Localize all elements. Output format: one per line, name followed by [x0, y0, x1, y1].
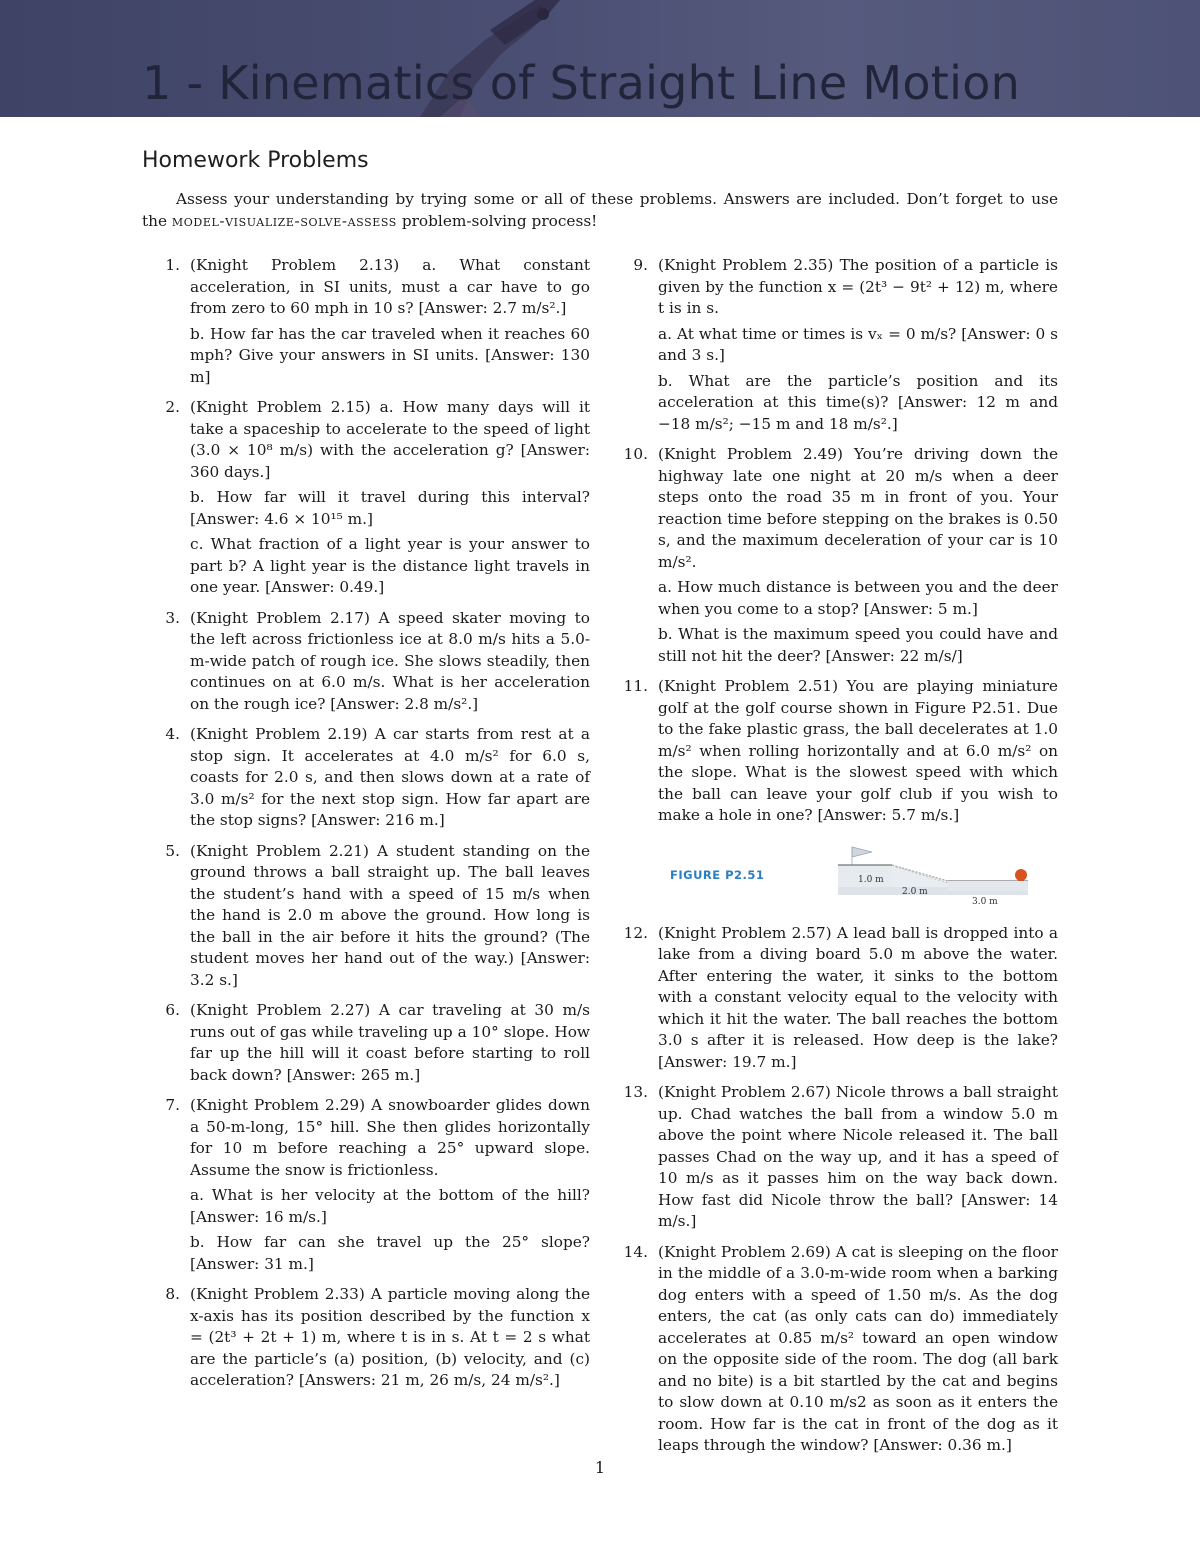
problem-text: (Knight Problem 2.33) A particle moving along the x-axis has its position described by the function x = (2t³ + 2t + 1) m, where t is in s. At t = 2 s what are the particle’s (a) position, (b) velocity, and (c) acceleration? [Answers: 21 m, 26 m/s, 24 m/s².]	[190, 1285, 590, 1389]
problem-list-right	[623, 255, 1058, 1466]
problem-number: 2.	[165, 398, 180, 416]
problem-12	[623, 923, 1058, 1074]
problem-text: (Knight Problem 2.51) You are playing miniature golf at the golf course shown in Figure P2.51. Due to the fake plastic grass, the ball decelerates at 1.0 m/s² when rolling horizontally and at 6.0 m/s² on the slope. What is the slowest speed with which the ball can leave your golf club if you wish to make a hole in one? [Answer: 5.7 m/s.]	[658, 677, 1058, 824]
problem-text: (Knight Problem 2.29) A snowboarder glides down a 50-m-long, 15° hill. She then glides horizontally for 10 m before reaching a 25° upward slope. Assume the snow is frictionless.	[190, 1096, 590, 1179]
intro-process-name: model-visualize-solve-assess	[171, 212, 397, 230]
problem-number: 5.	[165, 841, 180, 860]
problem-4	[165, 724, 590, 832]
problem-number: 4.	[165, 725, 180, 743]
problem-text: (Knight Problem 2.57) A lead ball is dropped into a lake from a diving board 5.0 m above the water. After entering the water, it sinks to the bottom with a constant velocity equal to the velocity with which it hit the water. The ball reaches the bottom 3.0 s after it is released. How deep is the lake? [Answer: 19.7 m.]	[658, 923, 1058, 1071]
problem-number: 14.	[623, 1242, 648, 1261]
problem-part: b. What is the maximum speed you could have and still not hit the deer? [Answer: 22 m/s/]	[658, 625, 1058, 665]
problem-text: (Knight Problem 2.19) A car starts from rest at a stop sign. It accelerates at 4.0 m/s² for 6.0 s, coasts for 2.0 s, and then slows down at a rate of 3.0 m/s² for the next stop sign. How far apart are the stop signs? [Answer: 216 m.]	[190, 725, 590, 829]
problem-1	[165, 255, 590, 388]
problem-text: (Knight Problem 2.21) A student standing on the ground throws a ball straight up. The ball leaves the student’s hand with a speed of 15 m/s when the hand is 2.0 m above the ground. How long is the ball in the air before it hits the ground? (The student moves her hand out of the way.) [Answer: 3.2 s.]	[190, 841, 590, 989]
problem-part: c. What fraction of a light year is your answer to part b? A light year is the distance light travels in one year. [Answer: 0.49.]	[190, 535, 590, 596]
problem-text: (Knight Problem 2.69) A cat is sleeping on the floor in the middle of a 3.0-m-wide room when a barking dog enters with a speed of 1.50 m/s. As the dog enters, the cat (as only cats can do) immediately accelerates at 0.85 m/s² toward an open window on the opposite side of the room. The dog (all bark and no bite) is a bit startled by the cat and begins to slow down at 0.10 m/s2 as soon as it enters the room. How far is the cat in front of the dog as it leaps through the window? [Answer: 0.36 m.]	[658, 1242, 1058, 1454]
problem-8	[165, 1284, 590, 1392]
problem-text: (Knight Problem 2.15) a. How many days will it take a spaceship to accelerate to the speed of light (3.0 × 10⁸ m/s) with the acceleration g? [Answer: 360 days.]	[190, 398, 590, 481]
problem-number: 13.	[623, 1083, 648, 1101]
problem-10	[623, 444, 1058, 667]
intro-paragraph	[142, 188, 1058, 232]
chapter-title	[142, 56, 1021, 110]
problem-6	[165, 1000, 590, 1086]
golf-course-diagram	[836, 837, 1036, 907]
problem-part: b. How far has the car traveled when it reaches 60 mph? Give your answers in SI units. [Answer: 130 m]	[190, 324, 590, 386]
page-number: 1	[594, 1458, 606, 1477]
problem-part: b. What are the particle’s position and its acceleration at this time(s)? [Answer: 12 m and −18 m/s²; −15 m and 18 m/s².]	[658, 371, 1058, 433]
problem-5	[165, 841, 590, 992]
distance-label-3: 3.0 m	[972, 896, 998, 907]
problem-text: (Knight Problem 2.13) a. What constant acceleration, in SI units, must a car have to go from zero to 60 mph in 10 s? [Answer: 2.7 m/s².]	[190, 256, 590, 317]
problem-number: 7.	[165, 1096, 180, 1114]
problem-part: a. What is her velocity at the bottom of the hill? [Answer: 16 m/s.]	[190, 1186, 590, 1226]
problem-part: a. How much distance is between you and the deer when you come to a stop? [Answer: 5 m.]	[658, 578, 1058, 618]
problem-14	[623, 1242, 1058, 1457]
problem-number: 12.	[623, 923, 648, 942]
problem-text: (Knight Problem 2.17) A speed skater moving to the left across frictionless ice at 8.0 m/s hits a 5.0-m-wide patch of rough ice. She slows steadily, then continues on at 6.0 m/s. What is her acceleration on the rough ice? [Answer: 2.8 m/s².]	[190, 608, 590, 713]
problem-number: 8.	[165, 1285, 180, 1303]
problem-number: 11.	[623, 677, 648, 695]
problem-13	[623, 1082, 1058, 1233]
golf-ball-icon	[1015, 869, 1027, 881]
problem-7	[165, 1095, 590, 1275]
figure-caption: FIGURE P2.51	[670, 867, 765, 882]
intro-text-2: problem-solving process!	[396, 212, 598, 230]
problem-9	[633, 255, 1058, 435]
problem-11	[623, 676, 1058, 911]
figure-p2-51	[658, 837, 1058, 911]
problem-part: a. At what time or times is vₓ = 0 m/s? [Answer: 0 s and 3 s.]	[658, 324, 1058, 364]
problem-number: 10.	[623, 445, 648, 463]
problem-number: 6.	[165, 1001, 180, 1019]
problem-list-left	[165, 255, 590, 1401]
problem-number: 1.	[165, 256, 180, 274]
intro-text-1: Assess your understanding by trying some or all of these problems. Answers are included. Don’t forget to use the	[142, 190, 1058, 230]
section-heading: Homework Problems	[142, 148, 369, 173]
problem-text: (Knight Problem 2.49) You’re driving down the highway late one night at 20 m/s when a deer steps onto the road 35 m in front of you. Your reaction time before stepping on the brakes is 0.50 s, and the maximum deceleration of your car is 10 m/s².	[658, 445, 1058, 571]
problem-part: b. How far can she travel up the 25° slope? [Answer: 31 m.]	[190, 1233, 590, 1273]
problem-number: 3.	[165, 608, 180, 627]
problem-number: 9.	[633, 256, 648, 274]
problem-text: (Knight Problem 2.35) The position of a particle is given by the function x = (2t³ − 9t² + 12) m, where t is in s.	[658, 256, 1058, 317]
problem-text: (Knight Problem 2.67) Nicole throws a ball straight up. Chad watches the ball from a window 5.0 m above the point where Nicole released it. The ball passes Chad on the way up, and it has a speed of 10 m/s as it passes him on the way back down. How fast did Nicole throw the ball? [Answer: 14 m/s.]	[658, 1083, 1058, 1230]
problem-3	[165, 608, 590, 716]
problem-2	[165, 397, 590, 599]
chapter-title-text: 1 - Kinematics of Straight Line Motion	[142, 56, 1021, 110]
distance-label-1: 1.0 m	[858, 874, 884, 885]
distance-label-2: 2.0 m	[902, 886, 928, 897]
flag-icon	[852, 847, 872, 857]
problem-text: (Knight Problem 2.27) A car traveling at 30 m/s runs out of gas while traveling up a 10° slope. How far up the hill will it coast before starting to roll back down? [Answer: 265 m.]	[190, 1001, 590, 1084]
problem-part: b. How far will it travel during this interval? [Answer: 4.6 × 10¹⁵ m.]	[190, 488, 590, 528]
